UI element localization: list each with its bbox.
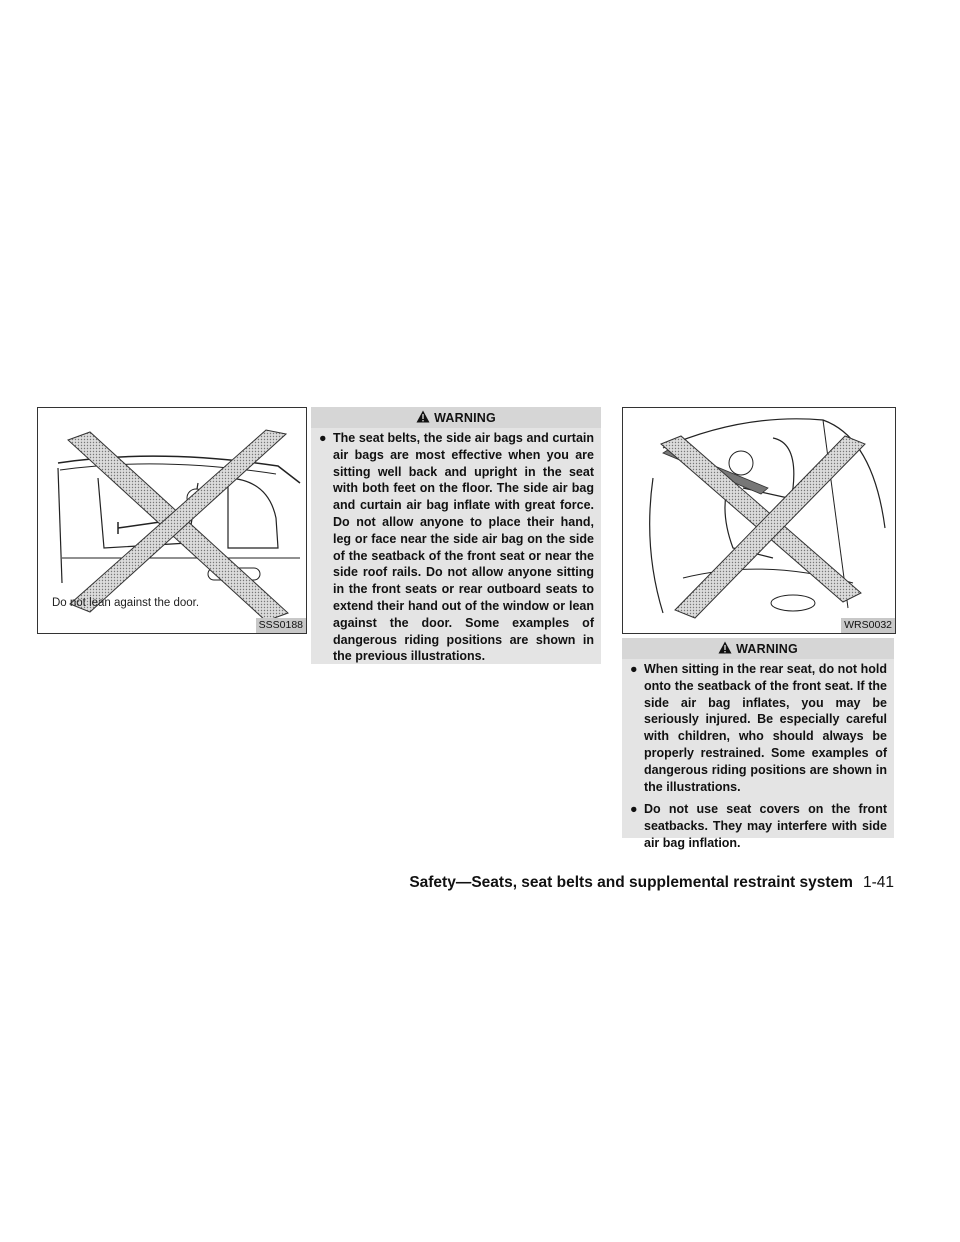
warning-bullet bbox=[318, 430, 594, 665]
figure-rear-seat bbox=[622, 407, 896, 634]
warning-bullet-text: Do not use seat covers on the front seatbacks. They may interfere with side air bag inflation. bbox=[644, 802, 887, 850]
rear-seat-illustration bbox=[623, 408, 895, 633]
warning-header bbox=[622, 638, 894, 659]
bullet-dot-icon: ● bbox=[630, 802, 638, 817]
figure-code: SSS0188 bbox=[256, 618, 306, 633]
figure-caption: Do not lean against the door. bbox=[52, 597, 200, 609]
warning-header bbox=[311, 407, 601, 428]
page-number: 1-41 bbox=[862, 874, 894, 891]
bullet-dot-icon: ● bbox=[319, 431, 327, 445]
warning-bullet bbox=[629, 801, 887, 851]
warning-title: WARNING bbox=[434, 410, 496, 425]
bullet-dot-icon: ● bbox=[630, 662, 638, 676]
warning-body bbox=[311, 428, 601, 664]
warning-triangle-icon bbox=[718, 641, 732, 657]
warning-bullet bbox=[629, 661, 887, 795]
warning-title: WARNING bbox=[736, 641, 798, 656]
warning-bullet-text: When sitting in the rear seat, do not hold onto the seatback of the front seat. If the side air bag inflates, you may be seriously injured. Be especially careful with children, who should always be properly restrained. Some examples of dangerous riding positions are shown in the illustrations. bbox=[644, 662, 887, 794]
page-footer bbox=[0, 874, 894, 892]
warning-triangle-icon bbox=[416, 410, 430, 426]
figure-code: WRS0032 bbox=[841, 618, 895, 633]
warning-bullet-text: The seat belts, the side air bags and curtain air bags are most effective when you are sitting well back and upright in the seat with both feet on the floor. The side air bag and curtain air bag inflate with great force. Do not allow anyone to place their hand, leg or face near the side air bag on the side of the seatback of the front seat or near the side roof rails. Do not allow anyone sitting in the front seats or rear outboard seats to extend their hand out of the window or lean against the door. Some examples of dangerous riding positions are shown in the previous illustrations. bbox=[333, 431, 594, 664]
figure-door-lean bbox=[37, 407, 307, 634]
warning-body bbox=[622, 659, 894, 850]
section-title: Safety—Seats, seat belts and supplemental restraint system bbox=[409, 874, 853, 891]
